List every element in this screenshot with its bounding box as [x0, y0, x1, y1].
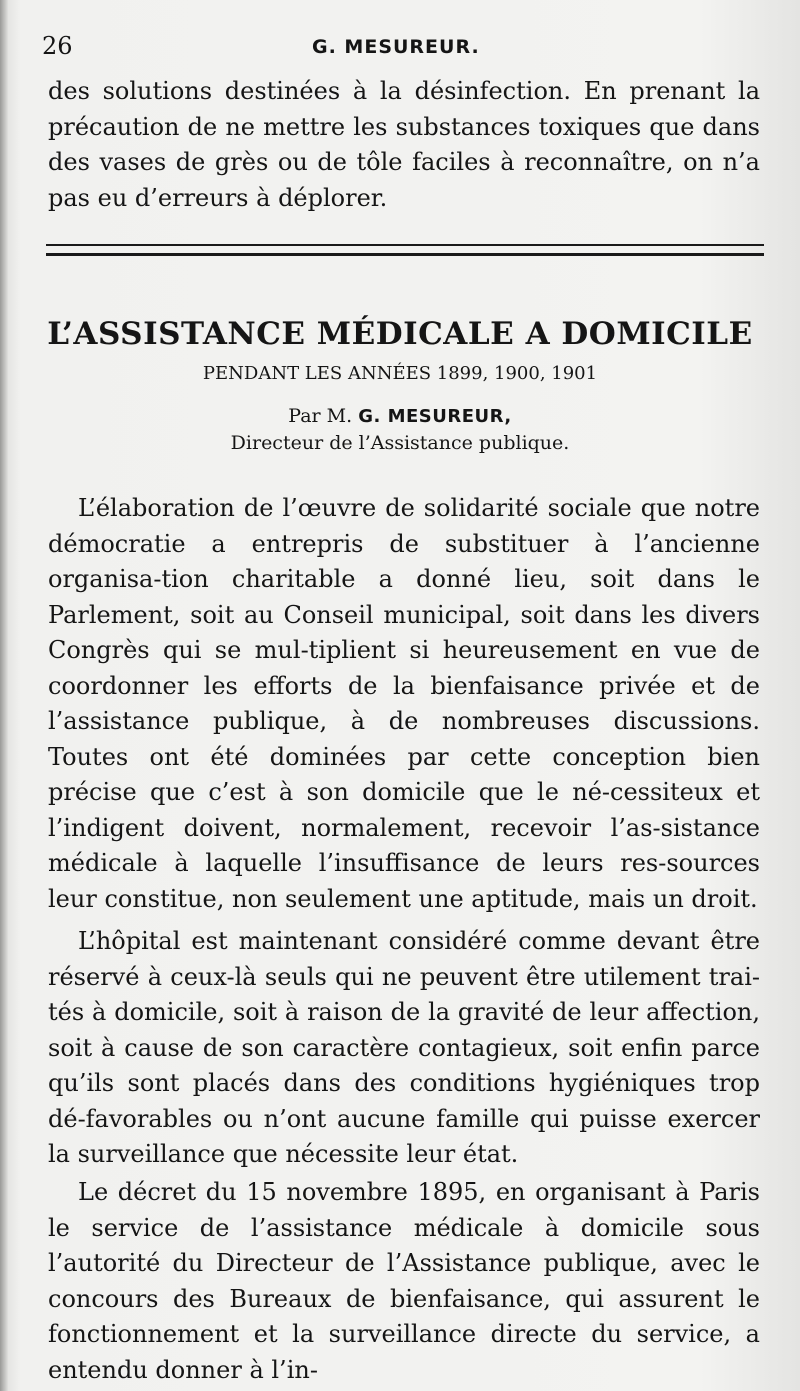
author-name: G. MESUREUR, — [358, 406, 512, 427]
byline-prefix: Par M. — [288, 405, 353, 427]
article-title: L’ASSISTANCE MÉDICALE A DOMICILE — [47, 316, 753, 352]
body-paragraph-1: L’élaboration de l’œuvre de solidarité sociale que notre démocratie a entrepris de substituer à l’ancienne organisa-tion charitable a donné lieu, soit dans le Parlement, soit au Conseil municipal, soit dans les divers Congrès qui se mul-tiplient si heureusement en vue de coordonner les efforts de la bienfaisance privée et de l’assistance publique, à de nombreuses discussions. Toutes ont été dominées par cette conception bien précise que c’est à son domicile que le né-cessiteux et l’indigent doivent, normalement, recevoir l’as-sistance médicale à laquelle l’insuffisance de leurs res-sources leur constitue, non seulement une aptitude, mais un droit. — [48, 494, 760, 913]
divider-rule-top — [46, 244, 764, 246]
article-subtitle: PENDANT LES ANNÉES 1899, 1900, 1901 — [202, 363, 598, 384]
body-paragraph-3: Le décret du 15 novembre 1895, en organisant à Paris le service de l’assistance médicale à domicile sous l’autorité du Directeur de l’Assistance publique, avec le concours des Bureaux de bienfaisance, qui assurent le fonctionnement et la surveillance directe du service, a entendu donner à l’in- — [48, 1178, 760, 1384]
section-divider — [46, 244, 764, 258]
body-paragraph-2: L’hôpital est maintenant considéré comme devant être réservé à ceux-là seuls qui ne peuvent être utilement trai-tés à domicile, soit à raison de la gravité de leur affection, soit à cause de son caractère contagieux, soit enfin parce qu’ils sont placés dans des conditions hygiéniques trop dé-favorables ou n’ont aucune famille qui puisse exercer la surveillance que nécessite leur état. — [48, 927, 760, 1168]
page-gutter-shadow — [0, 0, 8, 1391]
page-header — [42, 32, 762, 66]
running-head: G. MESUREUR. — [312, 36, 480, 58]
page-number: 26 — [42, 32, 73, 60]
divider-rule-bottom — [46, 253, 764, 256]
author-role: Directeur de l’Assistance publique. — [230, 432, 570, 454]
article-byline — [0, 405, 800, 427]
continuation-paragraph: des solutions destinées à la désinfection. En prenant la précaution de ne mettre les substances toxiques que dans des vases de grès ou de tôle faciles à reconnaître, on n’a pas eu d’erreurs à déplorer. — [48, 77, 760, 212]
